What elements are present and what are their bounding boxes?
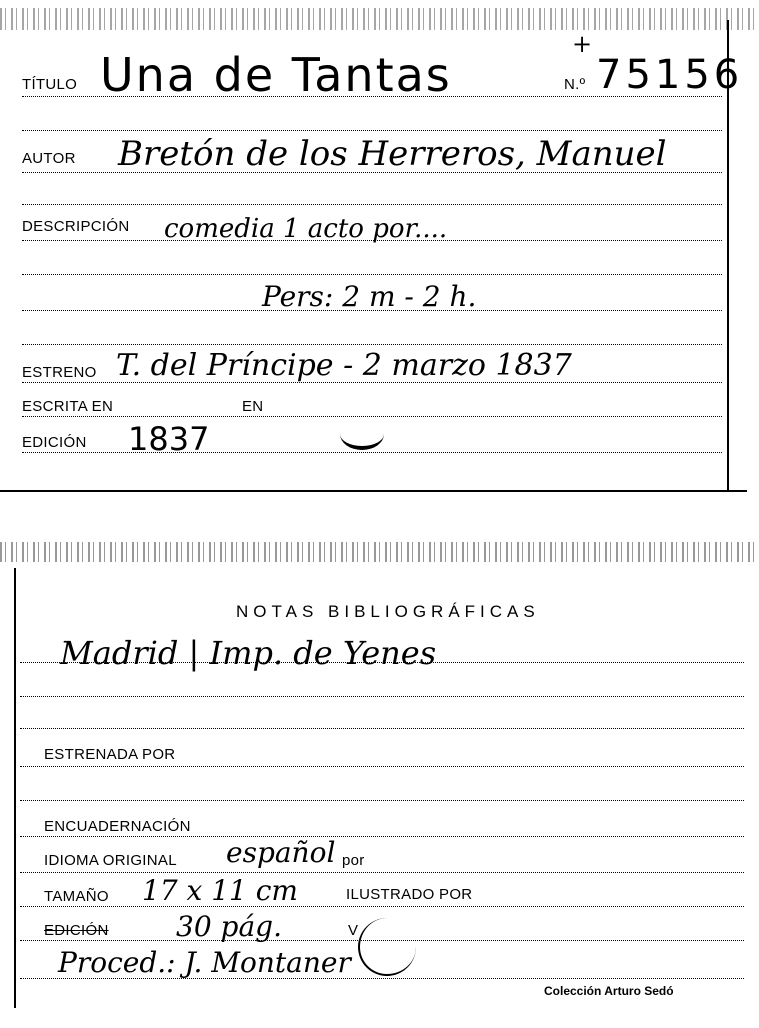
descripcion-value: comedia 1 acto por.... [164,214,448,244]
titulo-label: TÍTULO [22,76,78,93]
card-top-edge [0,8,759,30]
autor-value: Bretón de los Herreros, Manuel [118,134,667,174]
rule-1 [22,130,722,131]
tamano-label: TAMAÑO [44,888,109,905]
rule-2 [22,204,722,205]
proced-value: Proced.: J. Montaner [58,946,351,979]
edicion-label: EDICIÓN [22,434,87,451]
rule-3 [22,274,722,275]
rule-b4 [20,800,744,801]
ilustrado-label: ILUSTRADO POR [346,886,473,903]
rule-4 [22,310,722,311]
collection-credit: Colección Arturo Sedó [544,984,674,998]
rule-b1 [20,662,744,663]
tamano-line [20,906,744,907]
card-left-border [14,568,16,1008]
estreno-value: T. del Príncipe - 2 marzo 1837 [116,348,572,383]
por-label: por [342,852,365,869]
notas-heading: NOTAS BIBLIOGRÁFICAS [236,602,540,621]
stamp-mark-back [358,918,416,976]
edicion-line [22,452,722,453]
notas-value: Madrid | Imp. de Yenes [60,634,437,672]
edicion-value-back: 30 pág. [176,910,282,943]
descripcion-value-2: Pers: 2 m - 2 h. [262,280,477,313]
idioma-label: IDIOMA ORIGINAL [44,852,177,869]
card-bottom-border [0,490,747,492]
numero-mark: + [572,30,593,58]
en-label: EN [242,398,264,415]
numero-value: 75156 [596,52,744,98]
catalog-card-back [0,538,759,1028]
rule-5 [22,344,722,345]
idioma-line [20,872,744,873]
numero-label: N.º [564,76,586,93]
encuadernacion-label: ENCUADERNACIÓN [44,818,191,835]
encuadernacion-line [20,836,744,837]
titulo-value: Una de Tantas [100,48,452,102]
v-label: V [348,922,359,939]
estreno-line [22,382,722,383]
proced-line [20,978,744,979]
estreno-label: ESTRENO [22,364,97,381]
rule-b3 [20,728,744,729]
escrita-line [22,416,722,417]
edicion-label-back: EDICIÓN [44,922,109,939]
descripcion-label: DESCRIPCIÓN [22,218,130,235]
autor-label: AUTOR [22,150,76,167]
edicion-value: 1837 [128,420,210,458]
estrenada-line [20,766,744,767]
catalog-card-front [0,0,759,495]
card-top-edge [0,542,759,562]
tamano-value: 17 x 11 cm [142,874,298,907]
idioma-value: español [226,836,336,869]
autor-line [22,172,722,173]
stamp-mark [340,418,384,450]
descripcion-line [22,240,722,241]
escrita-label: ESCRITA EN [22,398,114,415]
estrenada-label: ESTRENADA POR [44,746,176,763]
rule-b2 [20,696,744,697]
